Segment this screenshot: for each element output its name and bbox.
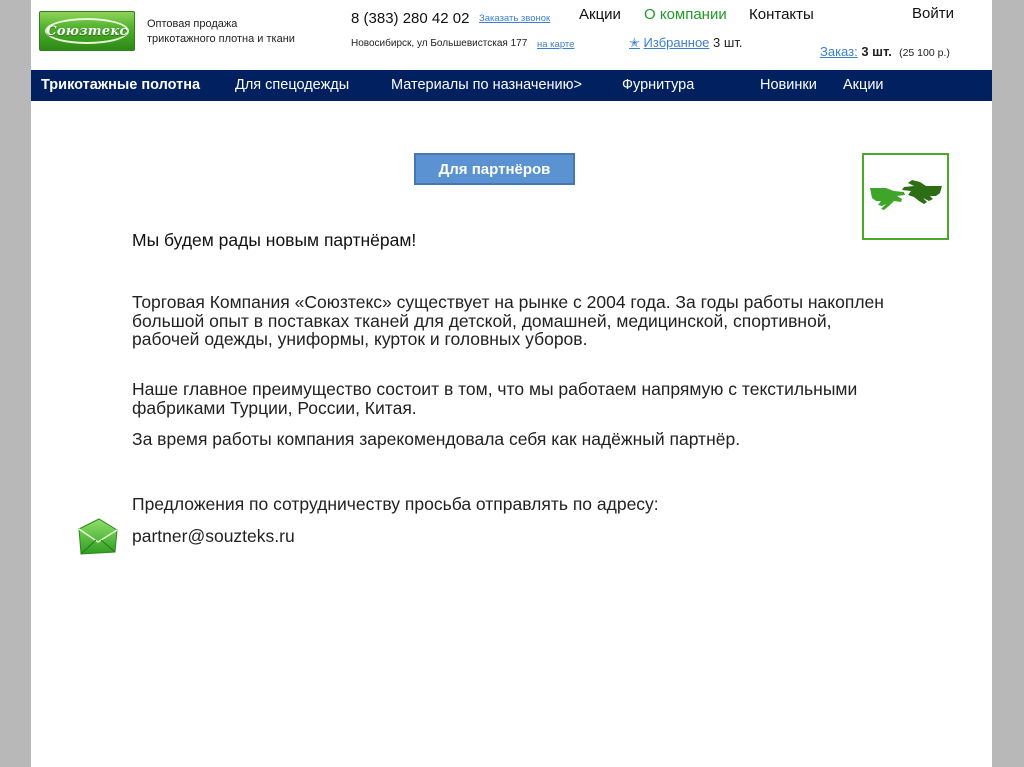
nav-item-promo[interactable]: Акции (843, 77, 884, 93)
page (31, 0, 992, 767)
intro-paragraph: Торговая Компания «Союзтекс» существует на рынке с 2004 года. За годы работы накоплен большой опыт в поставках тканей для детской, домашней, медицинской, спортивной, рабочей одежды, униформы, курток и головных уборов. (132, 292, 884, 349)
nav-item-accessories[interactable]: Фурнитура (622, 77, 695, 93)
advantage-paragraph: Наше главное преимущество состоит в том, что мы работаем напрямую с текстильными фабриками Турции, России, Китая. (132, 379, 858, 418)
tagline (147, 17, 295, 47)
star-icon: ✭ (629, 35, 640, 50)
main-nav (31, 70, 992, 101)
nav-item-workwear[interactable]: Для спецодежды (235, 77, 350, 93)
nav-item-materials[interactable]: Материалы по назначению> (391, 77, 582, 93)
partner-email[interactable]: partner@souzteks.ru (132, 526, 295, 546)
order-count: 3 шт. (861, 44, 892, 59)
handshake-icon (862, 153, 949, 240)
login-link[interactable]: Войти (912, 5, 954, 22)
order-sum: (25 100 р.) (899, 47, 950, 59)
handshake-graphic (864, 155, 947, 238)
reliability-paragraph: За время работы компания зарекомендовала себя как надёжный партнёр. (132, 429, 741, 449)
page-heading: Мы будем рады новым партнёрам! (132, 230, 417, 250)
logo-oval (45, 18, 129, 44)
partners-button[interactable]: Для партнёров (414, 153, 575, 185)
favorites-link[interactable]: Избранное (643, 35, 710, 50)
contact-paragraph: Предложения по сотрудничеству просьба отправлять по адресу: (132, 494, 659, 514)
callback-link[interactable]: Заказать звонок (479, 13, 551, 24)
nav-item-knitted-fabrics[interactable]: Трикотажные полотна (41, 77, 201, 93)
top-link-promo[interactable]: Акции (579, 6, 621, 23)
logo-text: Союзтекс (46, 23, 128, 39)
top-link-contacts[interactable]: Контакты (749, 6, 814, 23)
top-link-about[interactable]: О компании (644, 6, 727, 23)
tagline-line-2: трикотажного плотна и ткани (147, 33, 295, 45)
order-summary[interactable] (820, 44, 950, 59)
favorites[interactable] (629, 35, 742, 51)
envelope-icon (77, 516, 119, 558)
favorites-count: 3 шт. (713, 35, 743, 50)
nav-item-new[interactable]: Новинки (760, 77, 817, 93)
logo[interactable] (39, 11, 135, 51)
address: Новосибирск, ул Большевистская 177 (351, 38, 528, 49)
tagline-line-1: Оптовая продажа (147, 18, 238, 30)
order-link[interactable]: Заказ: (820, 44, 858, 59)
envelope-graphic (77, 516, 119, 558)
phone-number: 8 (383) 280 42 02 (351, 10, 470, 27)
map-link[interactable]: на карте (537, 39, 575, 50)
